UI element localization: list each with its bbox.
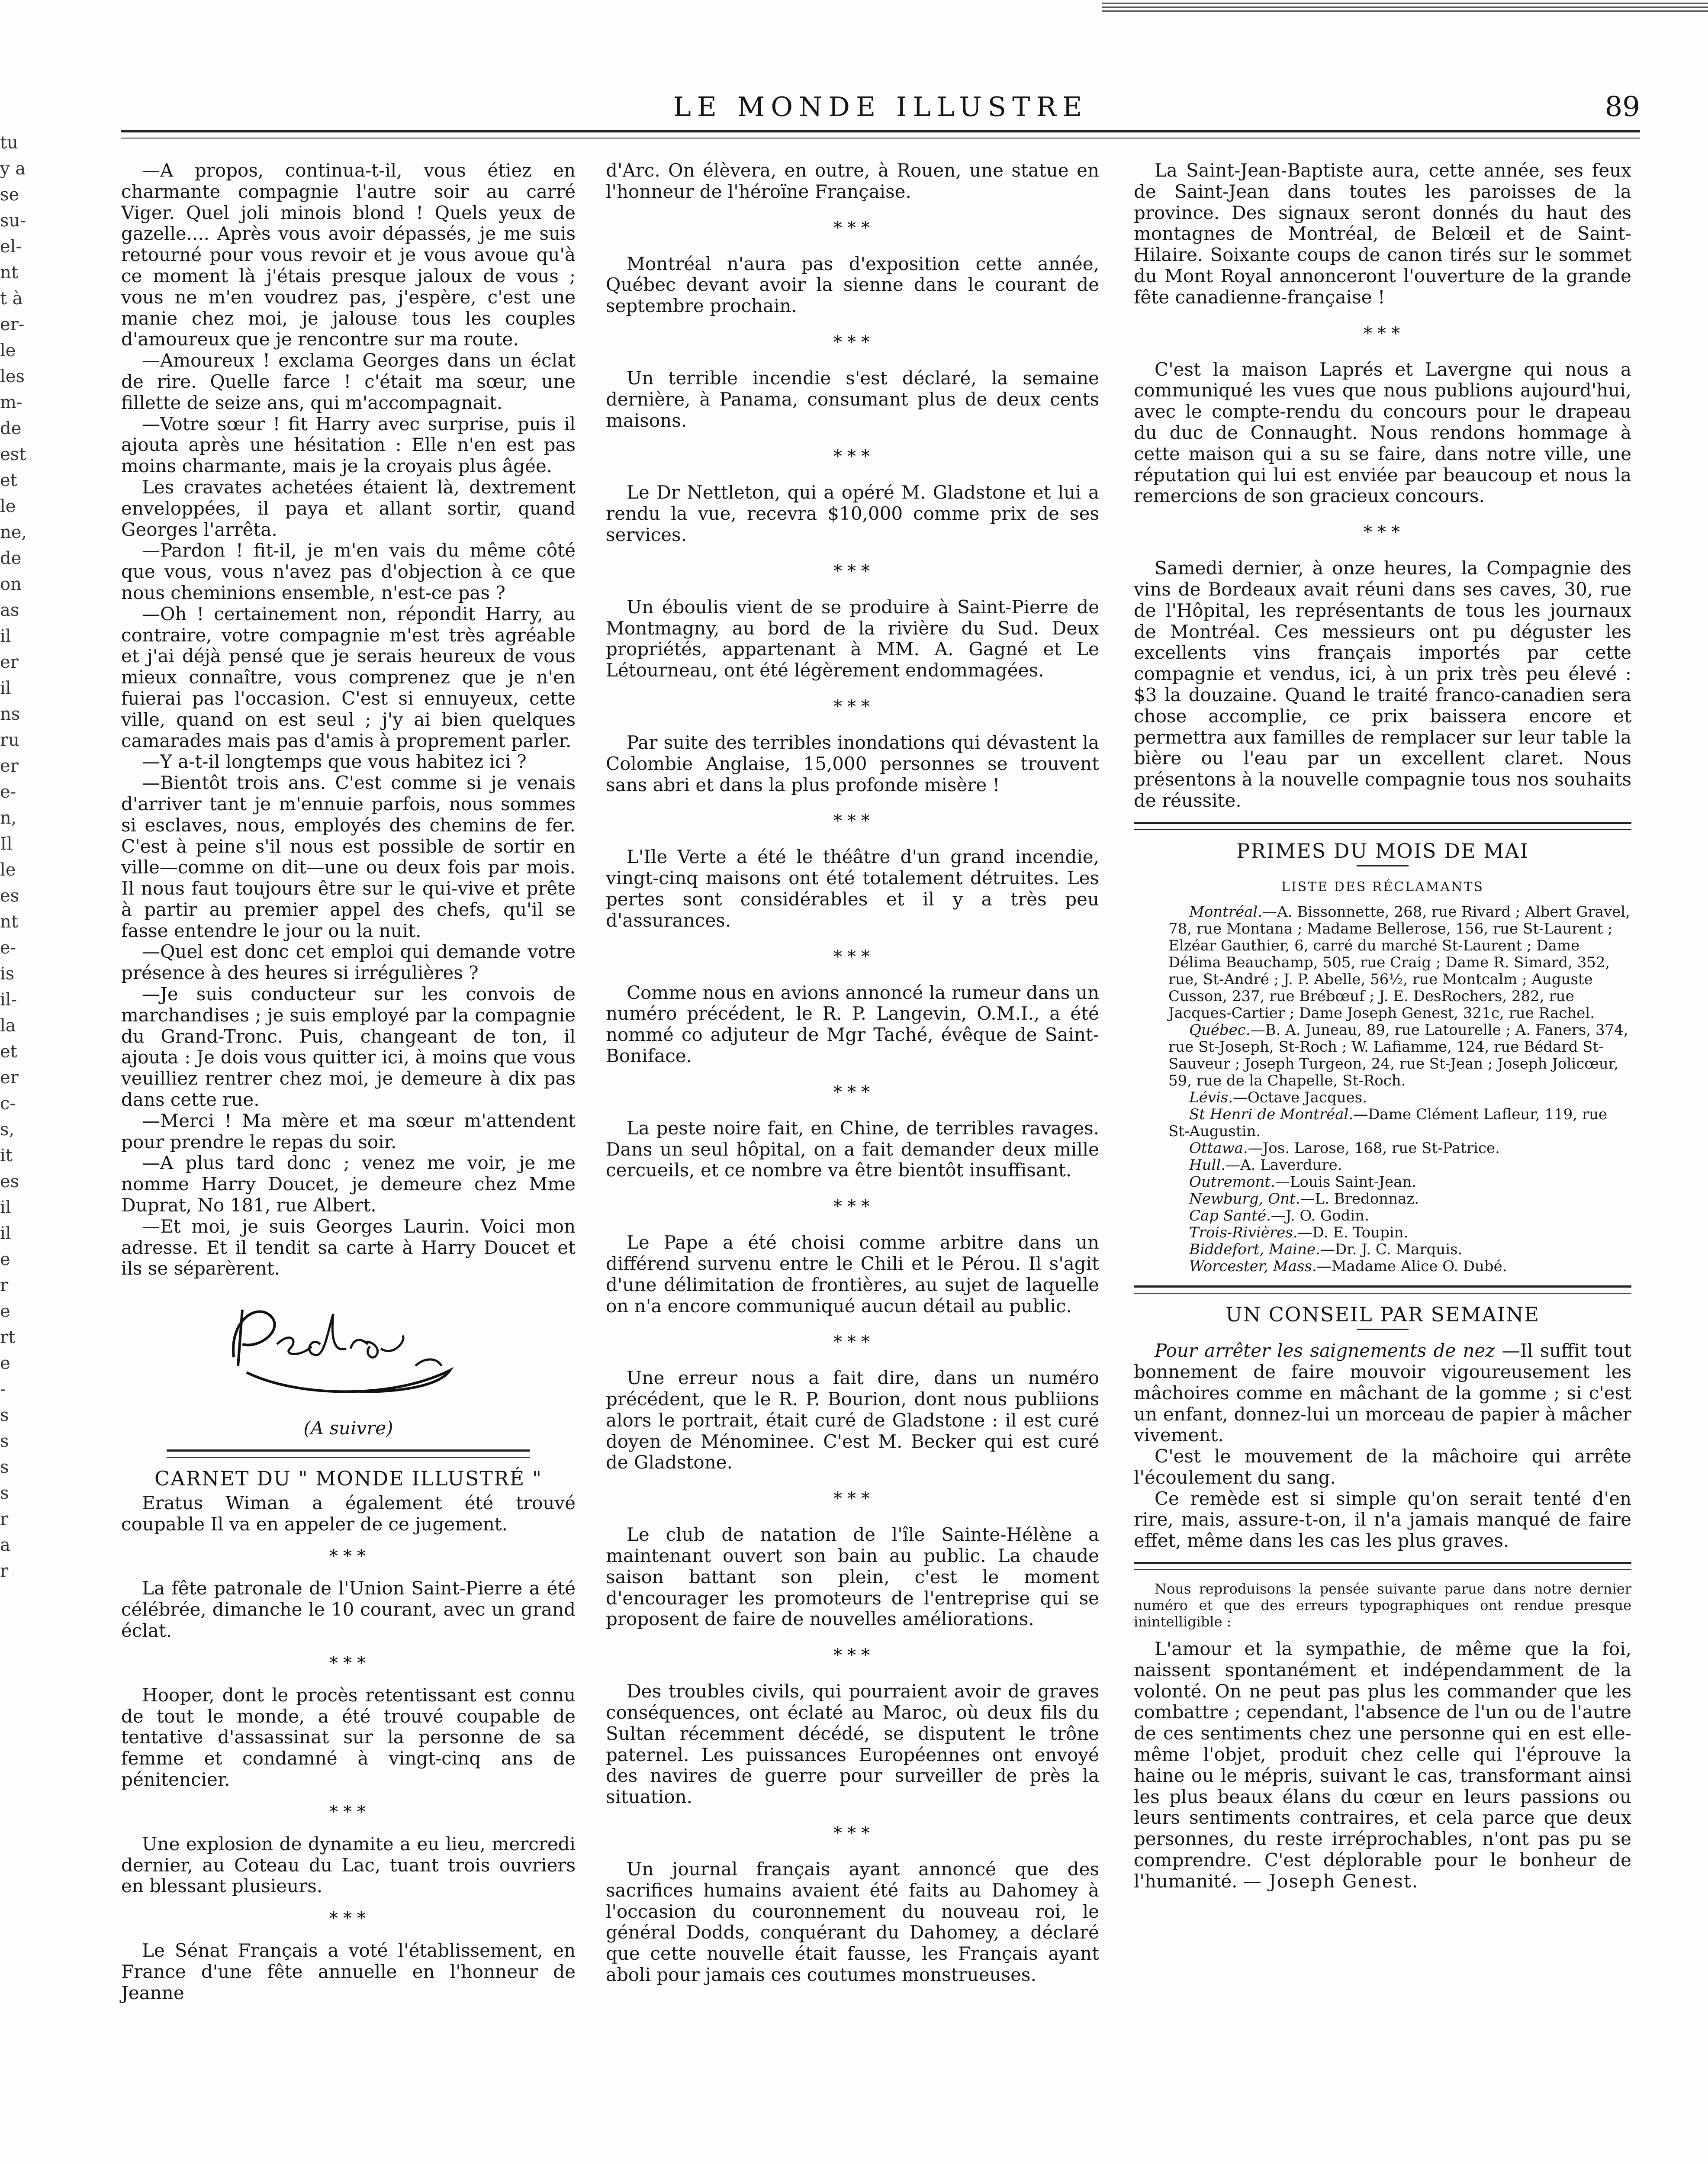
- edge-fragment: s: [0, 1405, 9, 1425]
- edge-fragment: de: [0, 548, 22, 568]
- column-right: [1134, 160, 1631, 2164]
- news-item: Des troubles civils, qui pourraient avoir de graves conséquences, ont éclaté au Maroc, où deux fils du Sultan récemment décédé, se disputent le trône paternel. Les puissances Européennes ont envoyé des navires de guerre pour surveiller de près la situation.: [606, 1681, 1099, 1808]
- asterism-separator: * * *: [833, 561, 872, 581]
- edge-fragment: er: [0, 1068, 19, 1088]
- claimant-place: Québec.: [1189, 1021, 1251, 1039]
- story-paragraph: —Oh ! certainement non, répondit Harry, au contraire, votre compagnie m'est très agréable et j'ai déjà pensé que je serais heureux de vous mieux connaître, vous comprenez que je n'en fuierai pas l'occasion. C'est si ennuyeux, cette ville, quand on est seul ; j'y ai bien quelques camarades mais pas d'amis à proprement parler.: [121, 603, 576, 751]
- edge-fragment: le: [0, 860, 16, 880]
- edge-fragment: il: [0, 626, 11, 646]
- edge-fragment: e: [0, 1249, 10, 1269]
- edge-fragment: le: [0, 341, 16, 361]
- carnet-items: [121, 1493, 576, 2004]
- news-item: Le Pape a été choisi comme arbitre dans un différend survenu entre le Chili et le Pérou. Il s'agit d'une délimitation de frontières, au sujet de laquelle on n'a encore communiqué aucun détail au public.: [606, 1232, 1099, 1317]
- edge-fragment: ne,: [0, 522, 27, 542]
- claimant-entry: [1134, 1106, 1631, 1140]
- claimant-names: —Louis Saint-Jean.: [1275, 1173, 1417, 1191]
- news-item: Le club de natation de l'île Sainte-Hélène a maintenant ouvert son bain au public. La chaude saison battant son plein, c'est le moment d'encourager les promoteurs de l'entreprise qui se proposent de faire de nouvelles améliorations.: [606, 1524, 1099, 1630]
- claimant-place: Biddefort, Maine.: [1189, 1241, 1320, 1259]
- adjacent-page-fragments: [0, 130, 27, 1584]
- masthead-title: LE MONDE ILLUSTRE: [673, 91, 1088, 122]
- edge-fragment: il: [0, 1224, 11, 1243]
- edge-fragment: as: [0, 600, 19, 620]
- section-rule: [1134, 1285, 1631, 1294]
- jeanne-continuation: d'Arc. On élèvera, en outre, à Rouen, une statue en l'honneur de l'héroïne Française.: [606, 160, 1099, 202]
- local-news-item: La Saint-Jean-Baptiste aura, cette année, ses feux de Saint-Jean dans toutes les paroisses de la province. Des signaux seront donnés du haut des montagnes de Montréal, de Belœil et de Saint-Hilaire. Soixante coups de canon tirés sur le sommet du Mont Royal annonceront l'ouverture de la grande fête canadienne-française !: [1134, 160, 1631, 308]
- story-paragraph: —Quel est donc cet emploi qui demande votre présence à des heures si irrégulières ?: [121, 941, 576, 984]
- edge-fragment: tu: [0, 133, 18, 153]
- edge-fragment: e-: [0, 782, 16, 802]
- edge-fragment: m-: [0, 393, 23, 412]
- edge-fragment: les: [0, 367, 25, 386]
- edge-fragment: es: [0, 886, 19, 906]
- edge-fragment: e: [0, 1301, 10, 1321]
- claimant-entry: [1134, 1089, 1631, 1106]
- edge-fragment: se: [0, 185, 19, 205]
- story-paragraph: —Bientôt trois ans. C'est comme si je venais d'arriver tant je m'ennuie parfois, nous sommes si esclaves, nous, employés des chemins de fer. C'est à peine s'il nous est possible de sortir en ville—comme on dit—une ou deux fois par mois. Il nous faut toujours être sur le qui-vive et prête à partir au premier appel des chefs, qu'il se fasse entendre le jour ou la nuit.: [121, 772, 576, 941]
- carnet-item: La fête patronale de l'Union Saint-Pierre a été célébrée, dimanche le 10 courant, avec un grand éclat.: [121, 1578, 576, 1642]
- edge-fragment: de: [0, 419, 22, 438]
- asterism-separator: * * *: [833, 947, 872, 967]
- short-rule: [1357, 865, 1409, 866]
- news-item: Comme nous en avions annoncé la rumeur dans un numéro précédent, le R. P. Langevin, O.M.I., a été nommé co adjuteur de Mgr Taché, évêque de Saint-Boniface.: [606, 982, 1099, 1066]
- claimant-entry: [1134, 1191, 1631, 1208]
- edge-fragment: is: [0, 964, 15, 984]
- story-paragraph: —Votre sœur ! fit Harry avec surprise, puis il ajouta après une hésitation : Elle n'en est pas moins charmante, mais je la croyais plus âgée.: [121, 413, 576, 477]
- claimant-place: Outremont.: [1189, 1173, 1275, 1191]
- edge-fragment: a: [0, 1535, 10, 1555]
- edge-fragment: e-: [0, 938, 16, 958]
- asterism-separator: * * *: [833, 332, 872, 352]
- claimant-entry: [1134, 1022, 1631, 1089]
- edge-fragment: er-: [0, 315, 25, 335]
- asterism-separator: * * *: [329, 1802, 367, 1822]
- edge-fragment: et: [0, 470, 17, 490]
- edge-fragment: on: [0, 574, 22, 594]
- edge-fragment: er: [0, 652, 19, 672]
- header-rule: [121, 130, 1640, 138]
- claimant-entry: [1134, 1174, 1631, 1191]
- claimant-place: Ottawa.: [1189, 1140, 1248, 1157]
- asterism-separator: * * *: [833, 1489, 872, 1509]
- story-paragraph: —Je suis conducteur sur les convois de marchandises ; je suis employé par la compagnie du Grand-Tronc. Puis, changeant de ton, il ajouta : Je dois vous quitter ici, à moins que vous veuilliez rentrer chez moi, je demeure à dix pas dans cette rue.: [121, 983, 576, 1111]
- claimant-entry: [1134, 1157, 1631, 1174]
- section-rule: [1134, 822, 1631, 830]
- claimants-title: LISTE DES RÉCLAMANTS: [1281, 879, 1484, 895]
- edge-fragment: er: [0, 756, 19, 776]
- asterism-separator: * * *: [329, 1909, 367, 1929]
- claimant-names: —Madame Alice O. Dubé.: [1316, 1258, 1507, 1275]
- serial-story: [121, 160, 576, 1279]
- news-item: Un éboulis vient de se produire à Saint-Pierre de Montmagny, au bord de la rivière du Sud. Deux propriétés, appartenant à MM. A. Gagné et Le Létourneau, ont été légèrement endommagées.: [606, 596, 1099, 681]
- claimant-place: Trois-Rivières.: [1189, 1224, 1298, 1242]
- edge-fragment: il: [0, 678, 11, 698]
- story-paragraph: —Merci ! Ma mère et ma sœur m'attendent pour prendre le repas du soir.: [121, 1110, 576, 1153]
- asterism-separator: * * *: [833, 447, 872, 467]
- news-item: Par suite des terribles inondations qui dévastent la Colombie Anglaise, 15,000 personnes se trouvent sans abri et dans la plus profonde misère !: [606, 731, 1099, 795]
- edge-fragment: s: [0, 1457, 9, 1477]
- edge-fragment: s,: [0, 1120, 15, 1140]
- edge-fragment: s: [0, 1483, 9, 1503]
- claimant-names: —Octave Jacques.: [1233, 1089, 1367, 1107]
- column-middle: [606, 160, 1099, 2164]
- claimant-names: —A. Bissonnette, 268, rue Rivard ; Albert Gravel, 78, rue Montana ; Madame Bellerose, 156, rue St-Laurent ; Elzéar Gauthier, 6, carré du marché St-Laurent ; Dame Délima Beauchamp, 505, rue Craig ; Dame R. Simard, 352, rue, St-André ; J. P. Abelle, 56½, rue Montcalm ; Auguste Cusson, 237, rue Brébœuf ; J. E. DesRochers, 282, rue Jacques-Cartier ; Dame Joseph Genest, 321c, rue Rachel.: [1168, 903, 1630, 1022]
- conseil-paragraph: C'est le mouvement de la mâchoire qui arrête l'écoulement du sang.: [1134, 1446, 1631, 1488]
- pensee-text: [1134, 1639, 1631, 1892]
- claimant-names: —D. E. Toupin.: [1297, 1224, 1409, 1242]
- asterism-separator: * * *: [329, 1546, 367, 1567]
- claimant-place: Newburg, Ont.: [1189, 1190, 1300, 1208]
- asterism-separator: * * *: [833, 811, 872, 831]
- news-item: L'Ile Verte a été le théâtre d'un grand incendie, vingt-cinq maisons ont été totalement détruites. Les pertes sont considérables et il y a très peu d'assurances.: [606, 846, 1099, 931]
- claimant-entry: [1134, 1258, 1631, 1275]
- edge-fragment: y a: [0, 159, 26, 179]
- news-items: [606, 203, 1099, 1986]
- edge-fragment: t à: [0, 289, 23, 309]
- pensee-author: — Joseph Genest.: [1243, 1870, 1419, 1892]
- story-paragraph: Les cravates achetées étaient là, dextrement enveloppées, il paya et allant sortir, quand Georges l'arrêta.: [121, 476, 576, 540]
- claimants-list: [1134, 904, 1631, 1275]
- claimant-entry: [1134, 1208, 1631, 1224]
- claimant-place: Cap Santé.: [1189, 1207, 1271, 1225]
- story-paragraph: —A plus tard donc ; venez me voir, je me nomme Harry Doucet, je demeure chez Mme Duprat, No 181, rue Albert.: [121, 1152, 576, 1216]
- corner-rules: [1102, 0, 1708, 17]
- story-paragraph: —Amoureux ! exclama Georges dans un éclat de rire. Quelle farce ! c'était ma sœur, une fillette de seize ans, qui m'accompagnait.: [121, 350, 576, 413]
- asterism-separator: * * *: [329, 1653, 367, 1673]
- edge-fragment: su-: [0, 211, 26, 231]
- edge-fragment: et: [0, 1042, 17, 1062]
- claimant-names: —A. Laverdure.: [1226, 1156, 1342, 1174]
- carnet-item: Une explosion de dynamite a eu lieu, mercredi dernier, au Coteau du Lac, tuant trois ouvriers en blessant plusieurs.: [121, 1833, 576, 1897]
- news-item: Le Dr Nettleton, qui a opéré M. Gladstone et lui a rendu la vue, recevra $10,000 comme prix de ses services.: [606, 482, 1099, 545]
- claimant-names: —Jos. Larose, 168, rue St-Patrice.: [1248, 1140, 1500, 1157]
- pensee-body: L'amour et la sympathie, de même que la foi, naissent spontanément et indépendamment de la volonté. On ne peut pas plus les commander que les combattre ; cependant, l'absence de l'un ou de l'autre de ces sentiments chez une personne qui en est elle-même l'objet, produit chez celle qui l'éprouve la haine ou le mépris, suivant le cas, transformant ainsi les plus beaux élans du cœur en leurs passions ou leurs sentiments contraires, et cela parce que deux personnes, du reste irréprochables, n'ont pas pu se comprendre. C'est déplorable pour le bonheur de l'humanité.: [1134, 1638, 1631, 1892]
- claimant-names: —B. A. Juneau, 89, rue Latourelle ; A. Faners, 374, rue St-Joseph, St-Roch ; W. Lafiamme, 124, rue Bédard St-Sauveur ; Joseph Turgeon, 24, rue St-Jean ; Joseph Jolicœur, 59, rue de la Chapelle, St-Roch.: [1168, 1021, 1628, 1090]
- claimant-names: —Dr. J. C. Marquis.: [1320, 1241, 1463, 1259]
- story-paragraph: —Et moi, je suis Georges Laurin. Voici mon adresse. Et il tendit sa carte à Harry Doucet et ils se séparèrent.: [121, 1215, 576, 1279]
- claimant-place: Lévis.: [1189, 1089, 1233, 1107]
- short-rule: [1357, 1329, 1409, 1330]
- asterism-separator: * * *: [833, 1197, 872, 1217]
- claimant-names: —Dame Clément Lafleur, 119, rue St-Augustin.: [1168, 1106, 1608, 1140]
- edge-fragment: -: [0, 1379, 6, 1399]
- news-item: Un journal français ayant annoncé que des sacrifices humains avaient été faits au Dahomey à l'occasion du couronnement du nouveau roi, le général Dodds, conquérant du Dahomey, a déclaré que cette nouvelle était fausse, les Français ayant aboli pour jamais ces coutumes monstrueuses.: [606, 1858, 1099, 1986]
- edge-fragment: nt: [0, 912, 18, 932]
- carnet-item: Le Sénat Français a voté l'établissement, en France d'une fête annuelle en l'honneur de Jeanne: [121, 1940, 576, 2003]
- conseil-paragraph: Ce remède est si simple qu'on serait tenté d'en rire, mais, assure-t-on, il n'a jamais manqué de faire effet, même dans les cas les plus graves.: [1134, 1488, 1631, 1552]
- claimant-place: Montréal.: [1189, 903, 1263, 921]
- conseil-title: UN CONSEIL PAR SEMAINE: [1226, 1303, 1540, 1327]
- asterism-separator: * * *: [1364, 522, 1402, 543]
- story-paragraph: —Pardon ! fit-il, je m'en vais du même côté que vous, vous n'avez pas d'objection à ce que nous cheminions ensemble, n'est-ce pas ?: [121, 540, 576, 603]
- claimant-entry: [1134, 1241, 1631, 1258]
- edge-fragment: s: [0, 1431, 9, 1451]
- edge-fragment: il-: [0, 990, 17, 1010]
- local-news-item: C'est la maison Laprés et Lavergne qui nous a communiqué les vues que nous publions aujourd'hui, avec le compte-rendu du concours pour le drapeau du duc de Connaught. Nous rendons hommage à cette maison qui a su se faire, dans notre ville, une réputation qui lui est enviée par beaucoup et nous la remercions de son gracieux concours.: [1134, 358, 1631, 507]
- carnet-item: Eratus Wiman a également été trouvé coupable Il va en appeler de ce jugement.: [121, 1492, 576, 1535]
- story-paragraph: —Y a-t-il longtemps que vous habitez ici ?: [142, 751, 527, 773]
- primes-title: PRIMES DU MOIS DE MAI: [1236, 839, 1529, 863]
- carnet-item: Hooper, dont le procès retentissant est connu de tout le monde, a été trouvé coupable de tentative d'assassinat sur la personne de sa femme et condamné à vingt-cinq ans de pénitencier.: [121, 1684, 576, 1790]
- asterism-separator: * * *: [833, 1332, 872, 1352]
- page-header: [121, 91, 1640, 138]
- edge-fragment: it: [0, 1146, 13, 1166]
- claimant-place: Hull.: [1189, 1156, 1226, 1174]
- page-number: 89: [1605, 91, 1640, 123]
- conseil-paragraph: [1134, 1340, 1631, 1446]
- claimant-place: St Henri de Montréal.: [1189, 1106, 1354, 1124]
- edge-fragment: rt: [0, 1327, 16, 1347]
- edge-fragment: r: [0, 1509, 9, 1529]
- asterism-separator: * * *: [833, 218, 872, 238]
- edge-fragment: el-: [0, 237, 22, 257]
- asterism-separator: * * *: [833, 696, 872, 717]
- news-item: La peste noire fait, en Chine, de terribles ravages. Dans un seul hôpital, on a fait demander deux mille cercueils, et ce nombre va être bientôt insuffisant.: [606, 1117, 1099, 1181]
- edge-fragment: r: [0, 1561, 9, 1581]
- edge-fragment: est: [0, 444, 26, 464]
- edge-fragment: ns: [0, 704, 20, 724]
- reprint-note: Nous reproduisons la pensée suivante parue dans notre dernier numéro et que des erreurs typographiques ont rendue presque inintelligible :: [1134, 1581, 1631, 1630]
- edge-fragment: nt: [0, 263, 18, 283]
- edge-fragment: n,: [0, 808, 17, 828]
- edge-fragment: la: [0, 1016, 16, 1036]
- edge-fragment: e: [0, 1353, 10, 1373]
- pedro-signature: [208, 1292, 467, 1409]
- left-page-margin: [0, 0, 27, 2164]
- edge-fragment: il: [0, 1198, 11, 1217]
- news-item: Une erreur nous a fait dire, dans un numéro précédent, que le R. P. Bourion, dont nous publiions alors le portrait, était curé de Gladstone : il est curé doyen de Ménominee. C'est M. Becker qui est curé de Gladstone.: [606, 1367, 1099, 1473]
- claimant-entry: [1134, 904, 1631, 1022]
- section-rule: [167, 1449, 530, 1458]
- to-be-continued: (A suivre): [303, 1417, 393, 1439]
- claimant-names: —L. Bredonnaz.: [1300, 1190, 1419, 1208]
- claimant-names: —J. O. Godin.: [1271, 1207, 1369, 1225]
- local-news-items: [1134, 160, 1631, 812]
- edge-fragment: Il: [0, 834, 13, 854]
- edge-fragment: le: [0, 496, 16, 516]
- column-left: [121, 160, 576, 2164]
- asterism-separator: * * *: [1364, 323, 1402, 344]
- edge-fragment: r: [0, 1275, 9, 1295]
- edge-fragment: ru: [0, 730, 19, 750]
- edge-fragment: es: [0, 1172, 19, 1191]
- asterism-separator: * * *: [833, 1646, 872, 1666]
- local-news-item: Samedi dernier, à onze heures, la Compagnie des vins de Bordeaux avait réuni dans ses caves, 30, rue de l'Hôpital, les représentants de tous les journaux de Montréal. Ces messieurs ont pu déguster les excellents vins français importés par cette compagnie et vendus, ici, à un prix très peu élevé : $3 la douzaine. Quand le traité franco-canadien sera chose accomplie, ce prix baissera encore et permettra aux familles de remplacer sur leur table la bière ou l'eau par un excellent claret. Nous présentons à la nouvelle compagnie tous nos souhaits de réussite.: [1134, 557, 1631, 811]
- claimant-entry: [1134, 1140, 1631, 1157]
- asterism-separator: * * *: [833, 1082, 872, 1102]
- edge-fragment: c-: [0, 1094, 16, 1114]
- claimant-place: Worcester, Mass.: [1189, 1258, 1317, 1275]
- section-rule: [1134, 1562, 1631, 1570]
- story-paragraph: —A propos, continua-t-il, vous étiez en charmante compagnie l'autre soir au carré Viger. Quel joli minois blond ! Quels yeux de gazelle.... Après vous avoir dépassés, je me suis retourné pour vous revoir et je vous avoue qu'à ce moment là j'étais presque jaloux de vous ; vous ne m'en voudrez pas, j'espère, c'est une manie chez moi, je jalouse tous les couples d'amoureux que je rencontre sur ma route.: [121, 160, 576, 350]
- asterism-separator: * * *: [833, 1823, 872, 1844]
- news-item: Montréal n'aura pas d'exposition cette année, Québec devant avoir la sienne dans le courant de septembre prochain.: [606, 253, 1099, 317]
- conseil-lead: Pour arrêter les saignements de nez: [1155, 1340, 1495, 1362]
- conseil-text: —Il suffit tout bonnement de faire mouvoir vigoureusement les mâchoires comme en mâchant de la gomme ; si c'est un enfant, donnez-lui un morceau de papier à mâcher vivement.: [1134, 1340, 1631, 1446]
- carnet-title: CARNET DU " MONDE ILLUSTRÉ ": [154, 1467, 543, 1491]
- news-item: Un terrible incendie s'est déclaré, la semaine dernière, à Panama, consumant plus de deux cents maisons.: [606, 367, 1099, 431]
- claimant-entry: [1134, 1224, 1631, 1241]
